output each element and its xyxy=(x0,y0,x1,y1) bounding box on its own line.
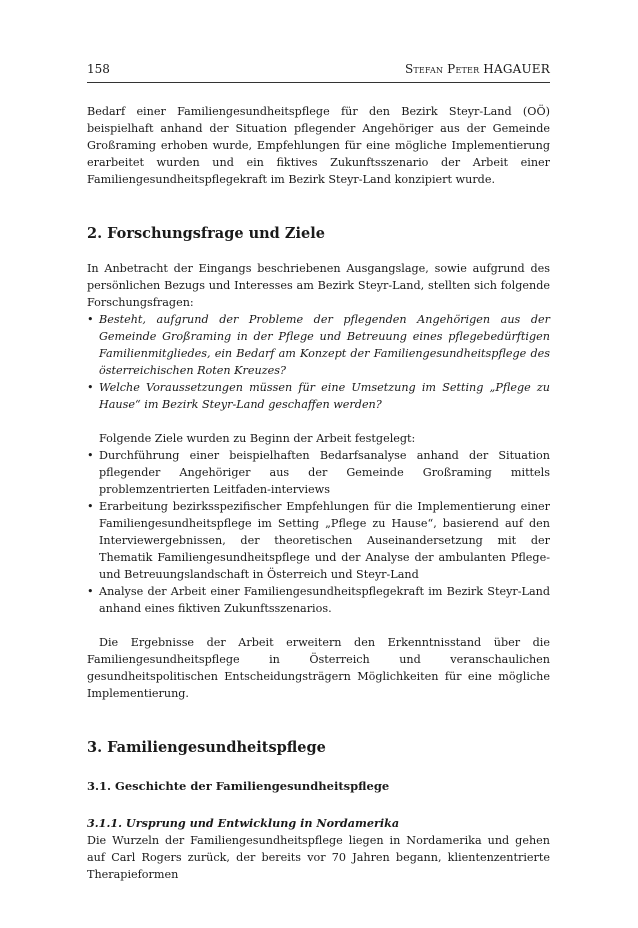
section-3-text: Die Wurzeln der Familiengesundheitspflege liegen in Nordamerika und gehen auf Carl Rogers zurück, der bereits vor 70 Jahren begann, klientenzentrierte Therapieformen xyxy=(87,834,550,881)
research-questions-list xyxy=(87,311,550,413)
goals-intro: Folgende Ziele wurden zu Beginn der Arbeit festgelegt: xyxy=(99,432,416,445)
list-item: • Erarbeitung bezirksspezifischer Empfehlungen für die Implementierung einer Familiengesundheitspflege im Setting „Pflege zu Hause“, basierend auf den Interviewergebnissen, der theoretischen Auseinandersetzung mit der Thematik Familiengesundheitspflege und der Analyse der ambulanten Pflege- und Betreuungslandschaft in Österreich und Steyr-Land xyxy=(87,498,550,583)
list-item: • Besteht, aufgrund der Probleme der pflegenden Angehörigen aus der Gemeinde Großraming in der Pflege und Betreuung eines pflegebedürftigen Familienmitgliedes, ein Bedarf am Konzept der Familiengesundheitspflege des österreichischen Roten Kreuzes? xyxy=(87,311,550,379)
subsection-3-1-heading: 3.1. Geschichte der Familiengesundheitspflege xyxy=(87,779,390,793)
section-2-intro: In Anbetracht der Eingangs beschriebenen Ausgangslage, sowie aufgrund des persönlichen Bezugs und Interesses am Bezirk Steyr-Land, stellten sich folgende Forschungsfragen: xyxy=(87,262,550,309)
section-3-heading: 3. Familiengesundheitspflege xyxy=(87,739,326,756)
subsection-3-1-1-heading: 3.1.1. Ursprung und Entwicklung in Nordamerika xyxy=(87,816,400,830)
list-item: • Welche Voraussetzungen müssen für eine Umsetzung im Setting „Pflege zu Hause“ im Bezirk Steyr-Land geschaffen werden? xyxy=(87,379,550,413)
list-item: • Analyse der Arbeit einer Familiengesundheitspflegekraft im Bezirk Steyr-Land anhand eines fiktiven Zukunftsszenarios. xyxy=(87,583,550,617)
goals-list xyxy=(87,447,550,617)
document-page xyxy=(87,62,550,883)
page-number: 158 xyxy=(87,62,110,76)
section-2-heading: 2. Forschungsfrage und Ziele xyxy=(87,225,325,242)
running-header xyxy=(87,62,550,83)
intro-paragraph: Bedarf einer Familiengesundheitspflege für den Bezirk Steyr-Land (OÖ) beispielhaft anhand der Situation pflegender Angehöriger aus der Gemeinde Großraming erhoben wurde, Empfehlungen für eine mögliche Implementierung erarbeitet wurden und ein fiktives Zukunftsszenario der Arbeit einer Familiengesundheitspflegekraft im Bezirk Steyr-Land konzipiert wurde. xyxy=(87,105,550,186)
list-item: • Durchführung einer beispielhaften Bedarfsanalyse anhand der Situation pflegender Angehöriger aus der Gemeinde Großraming mittels problemzentrierten Leitfaden-interviews xyxy=(87,447,550,498)
running-author: Stefan Peter HAGAUER xyxy=(404,62,550,76)
section-2-conclusion: Die Ergebnisse der Arbeit erweitern den Erkenntnisstand über die Familiengesundheitspflege in Österreich und veranschaulichen gesundheitspolitischen Entscheidungsträgern Möglichkeiten für eine mögliche Implementierung. xyxy=(87,636,550,700)
